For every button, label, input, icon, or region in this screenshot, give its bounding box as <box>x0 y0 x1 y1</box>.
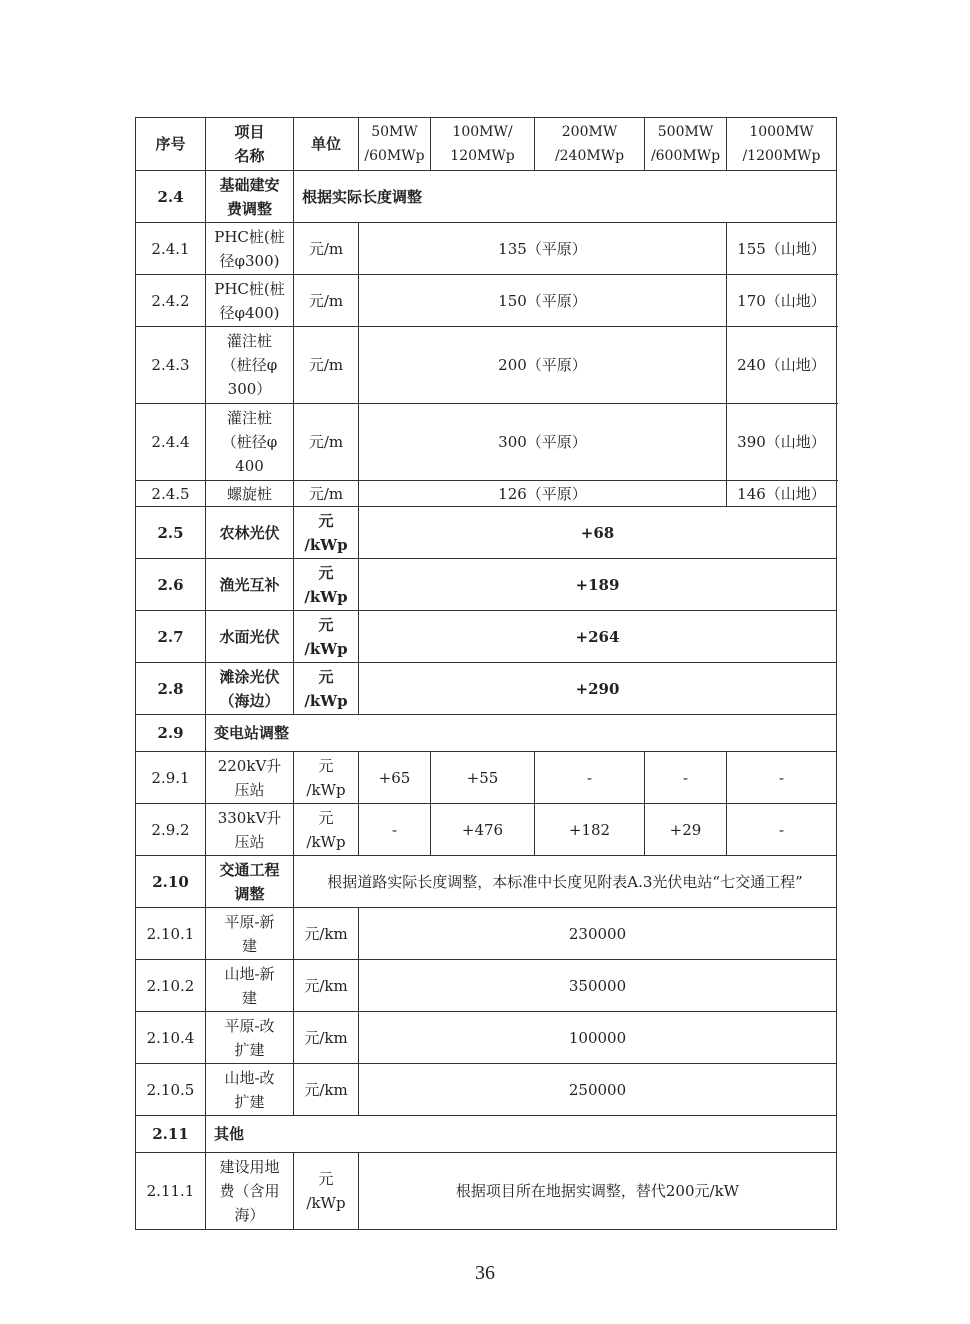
row-name: 山地-改 扩建 <box>206 1064 294 1116</box>
row-plain-price: 300（平原） <box>359 404 727 481</box>
row-no: 2.10 <box>136 856 206 908</box>
row-plain-price: 200（平原） <box>359 327 727 404</box>
row-value-1000: - <box>727 804 837 856</box>
row-value: 350000 <box>359 960 837 1012</box>
row-value: +264 <box>359 611 837 663</box>
row-mountain-price: 146（山地） <box>727 481 837 507</box>
table-row <box>136 223 837 275</box>
header-seq: 序号 <box>136 118 206 171</box>
row-unit: 元 /kWp <box>294 1153 359 1230</box>
row-no: 2.4.3 <box>136 327 206 404</box>
table-row <box>136 1064 837 1116</box>
header-unit: 单位 <box>294 118 359 171</box>
row-no: 2.5 <box>136 507 206 559</box>
row-no: 2.9.2 <box>136 804 206 856</box>
table-row <box>136 559 837 611</box>
header-scale-50: 50MW /60MWp <box>359 118 431 171</box>
row-no: 2.4 <box>136 171 206 223</box>
row-value-1000: - <box>727 752 837 804</box>
table-row <box>136 752 837 804</box>
row-name: PHC桩(桩 径φ300) <box>206 223 294 275</box>
row-no: 2.4.1 <box>136 223 206 275</box>
row-value: +290 <box>359 663 837 715</box>
row-name: 330kV升 压站 <box>206 804 294 856</box>
row-unit: 元/km <box>294 1012 359 1064</box>
row-name: 平原-新 建 <box>206 908 294 960</box>
row-name: 其他 <box>206 1116 837 1153</box>
row-name: 滩涂光伏 （海边） <box>206 663 294 715</box>
table-row <box>136 1012 837 1064</box>
row-no: 2.10.5 <box>136 1064 206 1116</box>
row-value: +189 <box>359 559 837 611</box>
row-no: 2.4.5 <box>136 481 206 507</box>
row-no: 2.9 <box>136 715 206 752</box>
table-row <box>136 1153 837 1230</box>
row-unit: 元 /kWp <box>294 804 359 856</box>
row-no: 2.8 <box>136 663 206 715</box>
row-note: 根据项目所在地据实调整，替代200元/kW <box>359 1153 837 1230</box>
row-note: 根据实际长度调整 <box>294 171 837 223</box>
row-unit: 元 /kWp <box>294 752 359 804</box>
row-unit: 元/km <box>294 960 359 1012</box>
row-name: 农林光伏 <box>206 507 294 559</box>
row-mountain-price: 155（山地） <box>727 223 837 275</box>
row-name: 建设用地 费（含用 海） <box>206 1153 294 1230</box>
row-value-50: - <box>359 804 431 856</box>
row-no: 2.10.1 <box>136 908 206 960</box>
header-scale-100: 100MW/ 120MWp <box>431 118 535 171</box>
row-no: 2.11.1 <box>136 1153 206 1230</box>
row-value-50: +65 <box>359 752 431 804</box>
row-value: 230000 <box>359 908 837 960</box>
row-no: 2.11 <box>136 1116 206 1153</box>
row-name: 螺旋桩 <box>206 481 294 507</box>
row-unit: 元/km <box>294 908 359 960</box>
header-name: 项目 名称 <box>206 118 294 171</box>
row-name: 灌注桩 （桩径φ 300） <box>206 327 294 404</box>
header-scale-200: 200MW /240MWp <box>535 118 645 171</box>
row-value: 100000 <box>359 1012 837 1064</box>
row-unit: 元/m <box>294 275 359 327</box>
row-plain-price: 150（平原） <box>359 275 727 327</box>
row-name: 基础建安 费调整 <box>206 171 294 223</box>
table-row <box>136 275 837 327</box>
table-row <box>136 481 837 507</box>
row-name: 交通工程 调整 <box>206 856 294 908</box>
row-name: 变电站调整 <box>206 715 837 752</box>
table-row <box>136 715 837 752</box>
page-number: 36 <box>475 1262 495 1284</box>
row-unit: 元/m <box>294 327 359 404</box>
table-row <box>136 804 837 856</box>
row-no: 2.6 <box>136 559 206 611</box>
row-no: 2.10.4 <box>136 1012 206 1064</box>
table-row <box>136 856 837 908</box>
row-name: 渔光互补 <box>206 559 294 611</box>
row-value-100: +55 <box>431 752 535 804</box>
row-unit: 元 /kWp <box>294 611 359 663</box>
row-value-500: - <box>645 752 727 804</box>
row-no: 2.4.2 <box>136 275 206 327</box>
row-name: 220kV升 压站 <box>206 752 294 804</box>
header-row <box>136 118 837 171</box>
row-unit: 元/m <box>294 223 359 275</box>
row-name: 山地-新 建 <box>206 960 294 1012</box>
row-no: 2.9.1 <box>136 752 206 804</box>
header-scale-1000: 1000MW /1200MWp <box>727 118 837 171</box>
table-row <box>136 908 837 960</box>
row-unit: 元/m <box>294 404 359 481</box>
row-value-500: +29 <box>645 804 727 856</box>
header-scale-500: 500MW /600MWp <box>645 118 727 171</box>
row-value-200: - <box>535 752 645 804</box>
table-row <box>136 507 837 559</box>
table-row <box>136 960 837 1012</box>
row-value: +68 <box>359 507 837 559</box>
row-unit: 元/km <box>294 1064 359 1116</box>
row-no: 2.10.2 <box>136 960 206 1012</box>
row-mountain-price: 240（山地） <box>727 327 837 404</box>
row-name: PHC桩(桩 径φ400) <box>206 275 294 327</box>
row-mountain-price: 170（山地） <box>727 275 837 327</box>
row-name: 灌注桩 （桩径φ 400 <box>206 404 294 481</box>
table-row <box>136 1116 837 1153</box>
row-unit: 元/m <box>294 481 359 507</box>
table-row <box>136 327 837 404</box>
row-name: 水面光伏 <box>206 611 294 663</box>
table-row <box>136 663 837 715</box>
row-plain-price: 135（平原） <box>359 223 727 275</box>
price-adjustment-table <box>135 117 837 1230</box>
row-unit: 元 /kWp <box>294 507 359 559</box>
row-no: 2.7 <box>136 611 206 663</box>
table-row <box>136 611 837 663</box>
row-note: 根据道路实际长度调整，本标准中长度见附表A.3光伏电站“七交通工程” <box>294 856 837 908</box>
row-value: 250000 <box>359 1064 837 1116</box>
row-no: 2.4.4 <box>136 404 206 481</box>
row-value-200: +182 <box>535 804 645 856</box>
row-plain-price: 126（平原） <box>359 481 727 507</box>
row-name: 平原-改 扩建 <box>206 1012 294 1064</box>
row-mountain-price: 390（山地） <box>727 404 837 481</box>
table-row <box>136 171 837 223</box>
row-unit: 元 /kWp <box>294 559 359 611</box>
table-row <box>136 404 837 481</box>
row-unit: 元 /kWp <box>294 663 359 715</box>
row-value-100: +476 <box>431 804 535 856</box>
